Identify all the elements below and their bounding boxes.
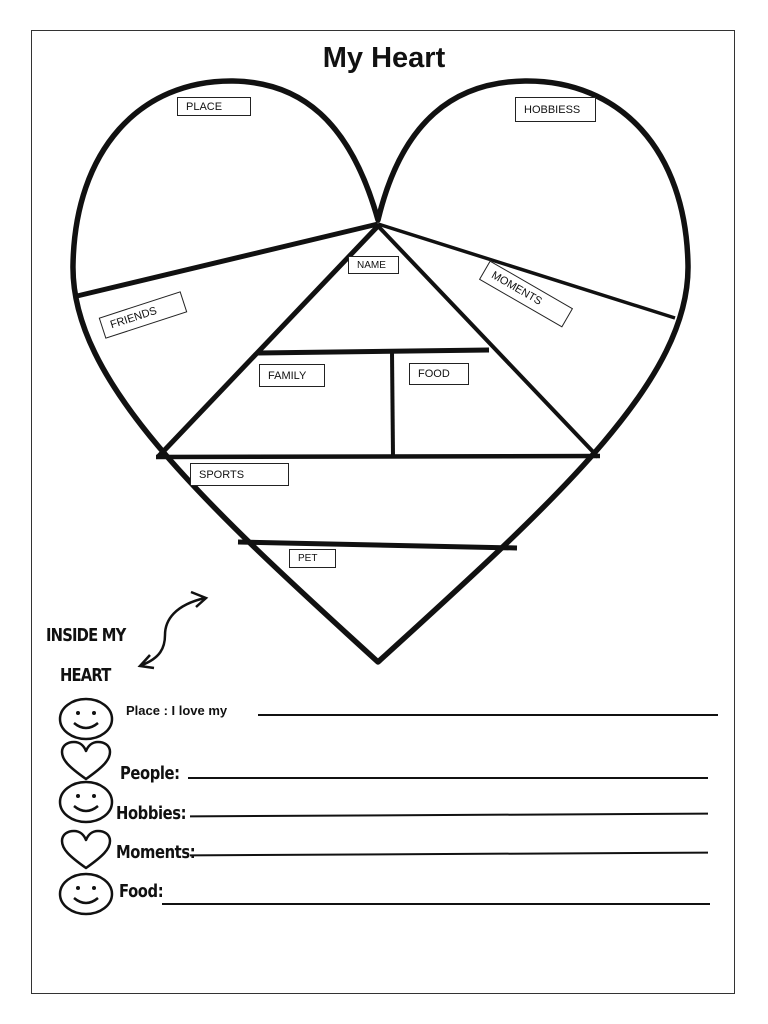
smiley-icon (58, 872, 114, 916)
label-name: NAME (348, 256, 399, 274)
label-food: FOOD (409, 363, 469, 385)
pet-line (238, 542, 517, 548)
heart-outline (73, 81, 688, 662)
row-label-moments: Moments: (116, 842, 196, 863)
label-friends: FRIENDS (99, 291, 188, 338)
heart-icon (59, 740, 113, 782)
page-title: My Heart (322, 42, 446, 74)
divider-left (77, 224, 378, 296)
triangle-vertical-line (392, 352, 393, 456)
row-label-hobbies: Hobbies: (116, 803, 187, 824)
row-label-people: People: (120, 763, 180, 784)
label-place: PLACE (177, 97, 251, 116)
inside-heading-line2: HEART (60, 665, 111, 686)
triangle-inner-line (258, 350, 489, 353)
answer-line-food[interactable] (162, 903, 710, 905)
label-hobbies: HOBBIESS (515, 97, 596, 122)
triangle-base (156, 456, 600, 457)
row-label-place: Place : I love my (126, 703, 228, 718)
smiley-icon (58, 697, 114, 741)
smiley-icon (58, 780, 114, 824)
label-sports: SPORTS (190, 463, 289, 486)
label-family: FAMILY (259, 364, 325, 387)
curved-arrow (142, 598, 205, 665)
heart-icon (59, 829, 113, 871)
label-moments: MOMENTS (479, 260, 573, 327)
answer-line-people[interactable] (188, 777, 708, 779)
inside-heading-line1: INSIDE MY (46, 625, 126, 646)
row-label-food: Food: (119, 881, 164, 902)
answer-line-place[interactable] (258, 714, 718, 716)
label-pet: PET (289, 549, 336, 568)
triangle-left-edge (158, 226, 378, 457)
